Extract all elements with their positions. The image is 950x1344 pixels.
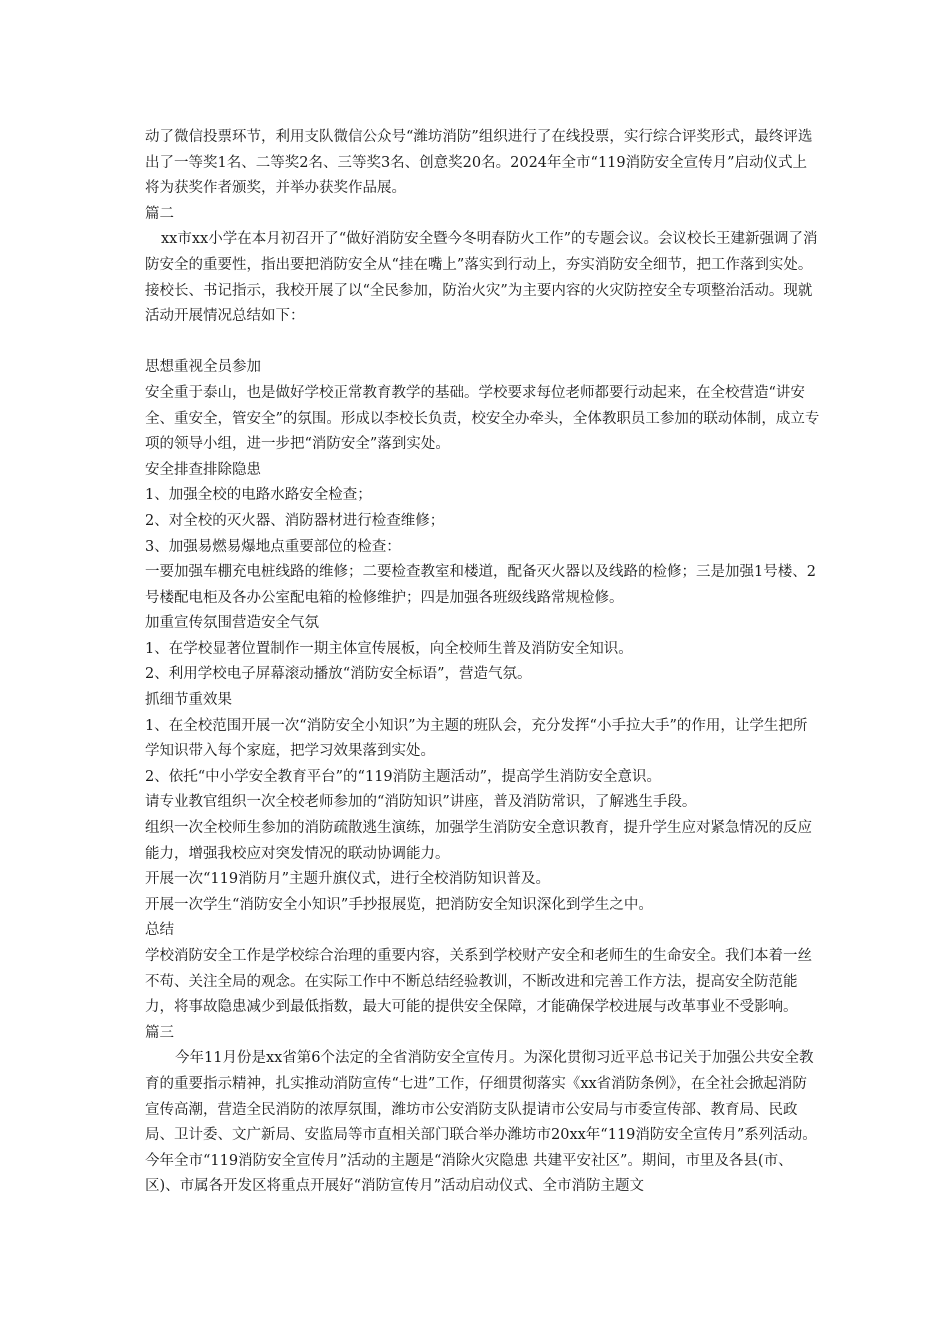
document-body — [145, 125, 820, 1200]
paragraph: 安全重于泰山，也是做好学校正常教育教学的基础。学校要求每位老师都要行动起来，在全校营造“讲安全、重安全，管安全”的氛围。形成以李校长负责，校安全办牵头，全体教职员工参加的联动体制，成立专项的领导小组，进一步把“消防安全”落到实处。 — [145, 384, 820, 453]
paragraph: 学校消防安全工作是学校综合治理的重要内容，关系到学校财产安全和老师生的生命安全。我们本着一丝不苟、关注全局的观念。在实际工作中不断总结经验教训，不断改进和完善工作方法，提高安全防范能力，将事故隐患减少到最低指数，最大可能的提供安全保障，才能确保学校进展与改革事业不受影响。 — [145, 948, 812, 1016]
paragraph: 今年11月份是xx省第6个法定的全省消防安全宣传月。为深化贯彻习近平总书记关于加强公共安全教育的重要指示精神，扎实推动消防宣传“七进”工作，仔细贯彻落实《xx省消防条例》，在全社会掀起消防宣传高潮，营造全民消防的浓厚氛围，潍坊市公安消防支队提请市公安局与市委宣传部、教育局、民政局、卫计委、文广新局、安监局等市直相关部门联合举办潍坊市20xx年“119消防安全宣传月”系列活动。 — [145, 1050, 817, 1144]
paragraph: xx市xx小学在本月初召开了“做好消防安全暨今冬明春防火工作”的专题会议。会议校长王建新强调了消防安全的重要性，指出要把消防安全从“挂在嘴上”落实到行动上，夯实消防安全细节，把工作落到实处。接校长、书记指示，我校开展了以“全民参加，防治火灾”为主要内容的火灾防控安全专项整治活动。现就活动开展情况总结如下： — [145, 231, 818, 325]
paragraph: 动了微信投票环节，利用支队微信公众号“潍坊消防”组织进行了在线投票，实行综合评奖形式，最终评选出了一等奖1名、二等奖2名、三等奖3名、创意奖20名。2024年全市“119消防安全宣传月”启动仪式上将为获奖作者颁奖，并举办获奖作品展。 — [145, 129, 813, 197]
paragraph: 今年全市“119消防安全宣传月”活动的主题是“消除火灾隐患 共建平安社区”。期间，市里及各县(市、区)、市属各开发区将重点开展好“消防宣传月”活动启动仪式、全市消防主题文 — [145, 1152, 793, 1195]
section-heading: 加重宣传氛围营造安全气氛 — [145, 615, 319, 632]
section-title-part-three: 篇三 — [145, 1024, 174, 1041]
paragraph: 一要加强车棚充电桩线路的维修；二要检查教室和楼道，配备灭火器以及线路的检修；三是加强1号楼、2号楼配电柜及各办公室配电箱的检修维护；四是加强各班级线路常规检修。 — [145, 564, 816, 606]
paragraph: 请专业教官组织一次全校老师参加的“消防知识”讲座，普及消防常识，了解逃生手段。 — [145, 794, 697, 811]
list-item: 2、对全校的灭火器、消防器材进行检查维修； — [145, 512, 445, 529]
list-item: 2、利用学校电子屏幕滚动播放“消防安全标语”，营造气氛。 — [145, 666, 532, 683]
section-heading: 安全排查排除隐患 — [145, 461, 261, 478]
paragraph: 开展一次学生“消防安全小知识”手抄报展览，把消防安全知识深化到学生之中。 — [145, 896, 653, 913]
section-heading: 抓细节重效果 — [145, 692, 232, 709]
paragraph: 组织一次全校师生参加的消防疏散逃生演练，加强学生消防安全意识教育，提升学生应对紧急情况的反应能力，增强我校应对突发情况的联动协调能力。 — [145, 820, 812, 862]
list-item: 1、在学校显著位置制作一期主体宣传展板，向全校师生普及消防安全知识。 — [145, 640, 633, 657]
list-item: 2、依托“中小学安全教育平台”的“119消防主题活动”，提高学生消防安全意识。 — [145, 768, 662, 785]
paragraph: 开展一次“119消防月”主题升旗仪式，进行全校消防知识普及。 — [145, 871, 550, 888]
list-item: 1、在全校范围开展一次“消防安全小知识”为主题的班队会，充分发挥“小手拉大手”的作用，让学生把所学知识带入每个家庭，把学习效果落到实处。 — [145, 717, 808, 760]
list-item: 3、加强易燃易爆地点重要部位的检查： — [145, 538, 401, 555]
blank-line — [145, 330, 820, 356]
section-heading: 思想重视全员参加 — [145, 359, 261, 376]
section-heading: 总结 — [145, 922, 174, 939]
list-item: 1、加强全校的电路水路安全检查； — [145, 487, 372, 504]
section-title-part-two: 篇二 — [145, 205, 174, 222]
